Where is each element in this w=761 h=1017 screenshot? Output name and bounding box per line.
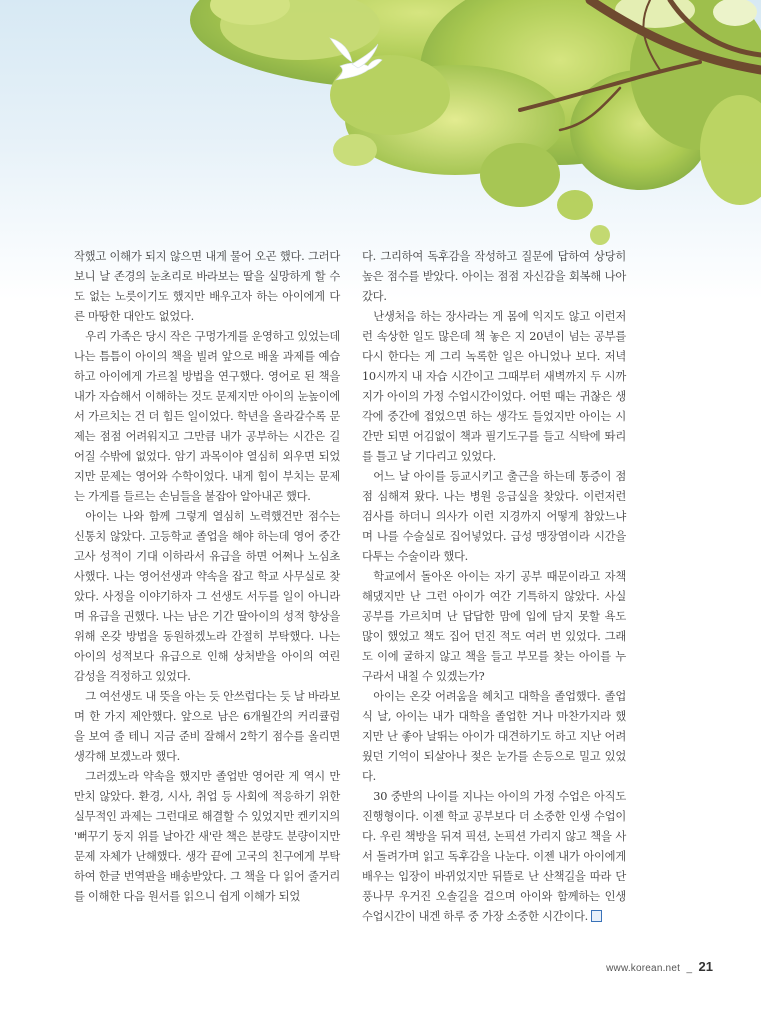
- paragraph: 우리 가족은 당시 작은 구멍가게를 운영하고 있었는데 나는 틈틈이 아이의 책을 빌려 앞으로 배울 과제를 예습하고 아이에게 가르칠 방법을 연구했다. 영어로 된 책을 내가 자습해서 이해하는 것도 문제지만 아이의 눈높이에서 가르치는 건 더 힘든 일이었다. 학년을 올라갈수록 문제는 점점 어려워지고 그만큼 내가 공부하는 시간은 길어질 수밖에 없었다. 암기 과목이야 열심히 외우면 되었지만 문제는 영어와 수학이었다. 내게 힘이 부치는 문제는 가게를 들르는 손님들을 붙잡아 알아내곤 했다.: [74, 330, 340, 503]
- paragraph: 아이는 온갖 어려움을 헤치고 대학을 졸업했다. 졸업식 날, 아이는 내가 대학을 졸업한 거나 마찬가지라 했지만 난 좋아 날뛰는 아이가 대견하기도 하고 지난 어려웠던 기억이 되살아나 젖은 눈가를 손등으로 밀고 있었다.: [362, 690, 626, 783]
- page-footer: [606, 958, 713, 976]
- paragraph: 그러겠노라 약속을 했지만 졸업반 영어란 게 역시 만만치 않았다. 환경, 시사, 취업 등 사회에 적응하기 위한 실무적인 과제는 그런대로 해결할 수 있었지만 켄키지의 '뻐꾸기 둥지 위를 날아간 새'란 책은 분량도 분량이지만 문제 자체가 난해했다. 생각 끝에 고국의 친구에게 부탁하여 한글 번역판을 배송받았다. 그 책을 다 읽어 줄거리를 이해한 다음 원서를 읽으니 쉽게 이해가 되었: [74, 770, 340, 903]
- paragraph: 그 여선생도 내 뜻을 아는 듯 안쓰럽다는 듯 날 바라보며 한 가지 제안했다. 앞으로 남은 6개월간의 커리큘럼을 보여 줄 테니 지금 준비 잘해서 2학기 점수를 올리면 생각해 보겠노라 했다.: [74, 690, 340, 763]
- article-column-right: [362, 247, 626, 927]
- paragraph: 아이는 나와 함께 그렇게 열심히 노력했건만 점수는 신통치 않았다. 고등학교 졸업을 해야 하는데 영어 중간고사 성적이 기대 이하라서 유급을 하면 어쩌나 노심초사했다. 나는 영어선생과 약속을 잡고 학교 사무실로 찾았다. 사정을 이야기하자 그 선생도 서두를 일이 아니라며 유급을 권했다. 나는 남은 기간 딸아이의 성적 향상을 위해 온갖 방법을 동원하겠노라 간절히 부탁했다. 나는 아이의 성적보다 유급으로 인해 상처받을 아이의 여린 감성을 걱정하고 있었다.: [74, 510, 340, 683]
- paragraph: 난생처음 하는 장사라는 게 몸에 익지도 않고 이런저런 속상한 일도 많은데 책 놓은 지 20년이 넘는 공부를 다시 한다는 게 그리 녹록한 일은 아니었나 보다. 저녁 10시까지 내 자습 시간이고 그때부터 새벽까지 두 시까지가 아이의 가정 수업시간이었다. 어떤 때는 귀찮은 생각에 중간에 접었으면 하는 생각도 들었지만 아이는 시간만 되면 어김없이 책과 필기도구를 들고 식탁에 똬리를 틀고 날 기다리고 있었다.: [362, 310, 626, 463]
- tree-canopy: [190, 0, 761, 245]
- paragraph: 다. 그리하여 독후감을 작성하고 질문에 답하여 상당히 높은 점수를 받았다. 아이는 점점 자신감을 회복해 나아갔다.: [362, 250, 626, 303]
- paragraph-text: 30 중반의 나이를 지나는 아이의 가정 수업은 아직도 진행형이다. 이젠 학교 공부보다 더 소중한 인생 수업이다. 우린 책방을 뒤져 픽션, 논픽션 가리지 않고 책을 사서 돌려가며 읽고 독후감을 나눈다. 이젠 내가 아이에게 배우는 입장이 바뀌었지만 뒤뜰로 난 산책길을 따라 단풍나무 우거진 오솔길을 걸으며 아이와 함께하는 인생 수업시간이 내겐 하루 중 가장 소중한 시간이다.: [362, 790, 626, 923]
- tree-illustration: [0, 0, 761, 260]
- page-number: 21: [698, 959, 713, 974]
- paragraph: 작했고 이해가 되지 않으면 내게 물어 오곤 했다. 그러다 보니 날 존경의 눈초리로 바라보는 딸을 실망하게 할 수도 없는 노릇이기도 했지만 배우고자 하는 아이에게 다른 마땅한 대안도 없었다.: [74, 250, 340, 323]
- footer-separator: _: [686, 963, 693, 974]
- article-end-mark-icon: [591, 910, 602, 922]
- paragraph-last: [362, 787, 626, 927]
- paragraph: 학교에서 돌아온 아이는 자기 공부 때문이라고 자책해댔지만 난 그런 아이가 여간 기특하지 않았다. 사실 공부를 가르치며 난 답답한 맘에 입에 담지 못할 욕도 많이 했었고 책도 집어 던진 적도 여러 번 있었다. 그래도 이에 굴하지 않고 책을 들고 부모를 찾는 아이를 누구라서 내칠 수 있겠는가?: [362, 570, 626, 683]
- article-column-left: [74, 247, 340, 907]
- footer-url: www.korean.net: [606, 963, 681, 974]
- paragraph: 어느 날 아이를 등교시키고 출근을 하는데 통증이 점점 심해져 왔다. 나는 병원 응급실을 찾았다. 이런저런 검사를 하더니 의사가 이런 지경까지 어떻게 참았느냐며 나를 수술실로 집어넣었다. 급성 맹장염이라 시간을 다투는 수술이라 했다.: [362, 470, 626, 563]
